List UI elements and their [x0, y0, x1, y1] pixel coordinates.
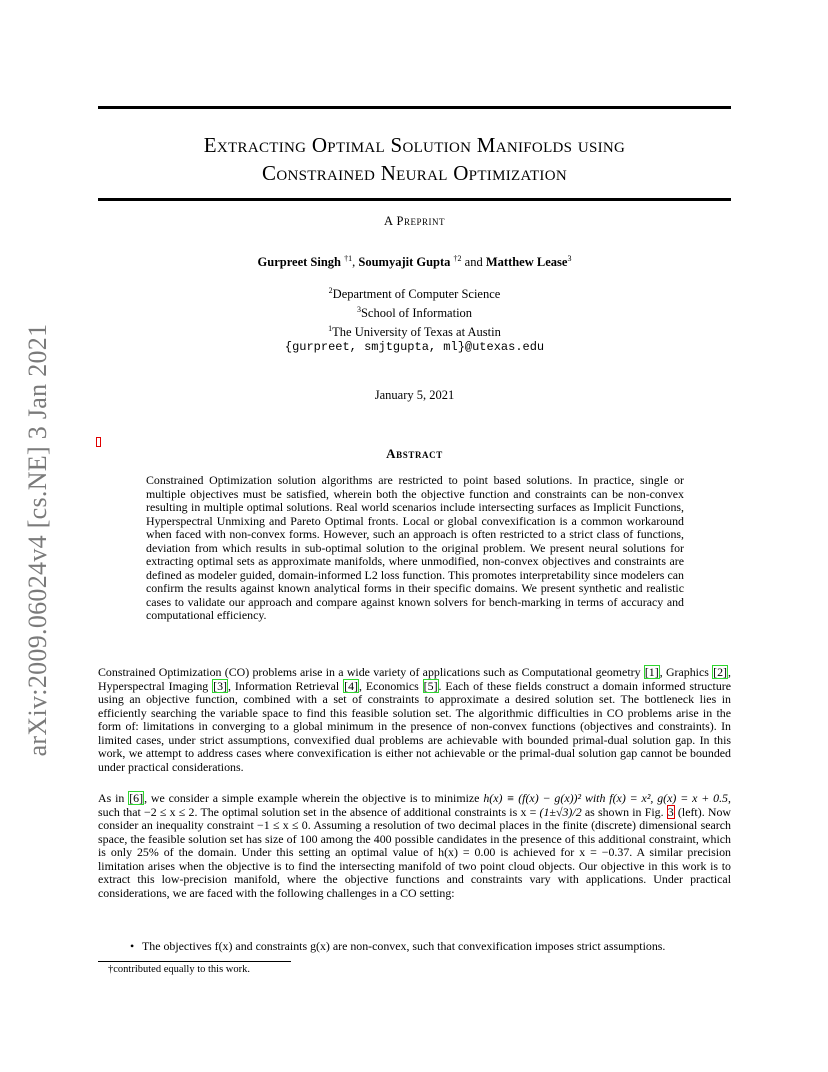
- author-name: Soumyajit Gupta: [358, 255, 451, 270]
- citation-link[interactable]: [5]: [423, 678, 438, 693]
- affiliation-mark: 1: [328, 324, 333, 334]
- title-line-1: Extracting Optimal Solution Manifolds using: [203, 133, 626, 157]
- text-run: , such that −2 ≤ x ≤ 2. The optimal solution set in the absence of additional constraints is x =: [98, 791, 731, 819]
- text-run: As in: [98, 791, 129, 805]
- author-and: and: [464, 255, 483, 270]
- title-rule-top: [98, 106, 731, 109]
- affiliation-text: Department of Computer Science: [332, 287, 501, 302]
- citation-link[interactable]: [4]: [344, 678, 359, 693]
- bullet-icon: •: [130, 939, 135, 953]
- figure-link[interactable]: 3: [667, 804, 674, 819]
- affiliation-text: School of Information: [360, 306, 473, 321]
- math-expression: h(x) ≡ (f(x) − g(x))² with f(x) = x², g(x) = x + 0.5: [483, 791, 729, 805]
- text-run: (left). Now consider an inequality constraint −1 ≤ x ≤ 0. Assuming a resolution of two decimal places in the finite (discrete) dimensional search space, the feasible solution set has size of 100 among the 400 possible candidates in the presence of this additional constraint, which is only 25% of the domain. Under this setting an optimal value of h(x) = 0.00 is achieved for x = −0.37. A similar precision limitation arises when the objective is to find the intersecting manifold of two point cloud objects. Our objective in this work is to extract this low-precision manifold, where the objective functions and constraints vary with applications. Under practical considerations, we are faced with the following challenges in a CO setting:: [98, 804, 731, 900]
- title-line-2: Constrained Neural Optimization: [262, 161, 567, 185]
- affiliation-line: [98, 283, 731, 302]
- text-run: , we consider a simple example wherein the objective is to minimize: [144, 791, 484, 805]
- citation-link[interactable]: [6]: [129, 791, 144, 805]
- text-run: , Graphics: [659, 665, 713, 679]
- text-run: , Economics: [359, 678, 423, 693]
- abstract-text: Constrained Optimization solution algorithms are restricted to point based solutions. In practice, single or multiple objectives must be satisfied, wherein both the objective function and constraints can be non-convex resulting in multiple optimal solutions. Real world scenarios include intersecting surfaces as Implicit Functions, Hyperspectral Unmixing and Pareto Optimal fronts. Local or global convexification is a common workaround when faced with non-convex forms. However, such an approach is often restricted to a strict class of functions, deviation from which results in sub-optimal solution to the original problem. We present neural solutions for extracting optimal sets as approximate manifolds, where unmodified, non-convex objectives and constraints are defined as modeler guided, domain-informed L2 loss function. This promotes interpretability since modelers can confirm the results against known analytical forms in their specific domains. We present synthetic and realistic cases to validate our approach and compare against known solvers for bench-marking in terms of accuracy and computational efficiency.: [146, 473, 684, 622]
- affiliation-mark: 3: [356, 305, 361, 315]
- text-run: , Information Retrieval: [228, 678, 344, 693]
- paper-date: January 5, 2021: [374, 388, 455, 402]
- abstract-heading: Abstract: [386, 446, 443, 461]
- intro-paragraph-2: [98, 792, 731, 900]
- footnote-rule: [98, 961, 291, 962]
- bullet-item: [130, 940, 731, 954]
- bullet-text: The objectives f(x) and constraints g(x) are non-convex, such that convexification imposes strict assumptions.: [142, 939, 666, 953]
- author-emails: {gurpreet, smjtgupta, ml}@utexas.edu: [284, 340, 545, 355]
- author-name: Gurpreet Singh: [257, 255, 342, 270]
- text-run: Constrained Optimization (CO) problems arise in a wide variety of applications such as Computational geometry: [98, 665, 644, 679]
- preprint-label: A Preprint: [384, 214, 445, 228]
- footnote-mark: †: [108, 964, 114, 975]
- affiliation-text: The University of Texas at Austin: [332, 325, 501, 340]
- author-mark: †1: [344, 254, 353, 263]
- paper-title: [98, 131, 731, 187]
- affiliation-mark: 2: [328, 286, 333, 295]
- text-run: as shown in Fig.: [581, 804, 667, 819]
- text-run: , Hyperspectral Imaging: [98, 665, 731, 693]
- citation-link[interactable]: [3]: [213, 678, 228, 693]
- author-mark: 3: [567, 254, 572, 263]
- citation-link[interactable]: [2]: [713, 665, 728, 679]
- footnote: [108, 964, 250, 975]
- author-mark: †2: [453, 254, 462, 263]
- text-run: . Each of these fields construct a domain informed structure using an objective function, combined with a set of constraints to approximate a desired solution set. The bottleneck lies in efficiently searching the variable space to find this feasible solution set. The algorithmic difficulties in CO problems arise in the form of: limitations in converging to a global minimum in the presence of non-convex functions (objectives and constraints). In limited cases, under strict assumptions, convexified dual problems are achievable with bounded primal-dual solution gap. In this work, we attempt to address cases where convexification is either not achievable or the primal-dual solution gap cannot be bounded under practical considerations.: [98, 678, 732, 774]
- math-fraction: (1±√3)/2: [539, 804, 582, 819]
- intro-paragraph-1: [98, 666, 731, 774]
- footnote-text: contributed equally to this work.: [113, 964, 251, 975]
- affiliation-line: [98, 302, 731, 321]
- title-rule-bottom: [98, 198, 731, 201]
- affiliations: [98, 283, 731, 355]
- affiliation-line: [98, 321, 731, 340]
- citation-link[interactable]: [1]: [644, 665, 659, 679]
- author-name: Matthew Lease: [485, 255, 568, 270]
- author-list: Gurpreet Singh $^{\dagger 1}$, Soumyajit Gupta $^{\dagger 2}$ and Matthew Lease$^3$: [257, 254, 572, 270]
- arxiv-identifier: arXiv:2009.06024v4 [cs.NE] 3 Jan 2021: [23, 323, 52, 757]
